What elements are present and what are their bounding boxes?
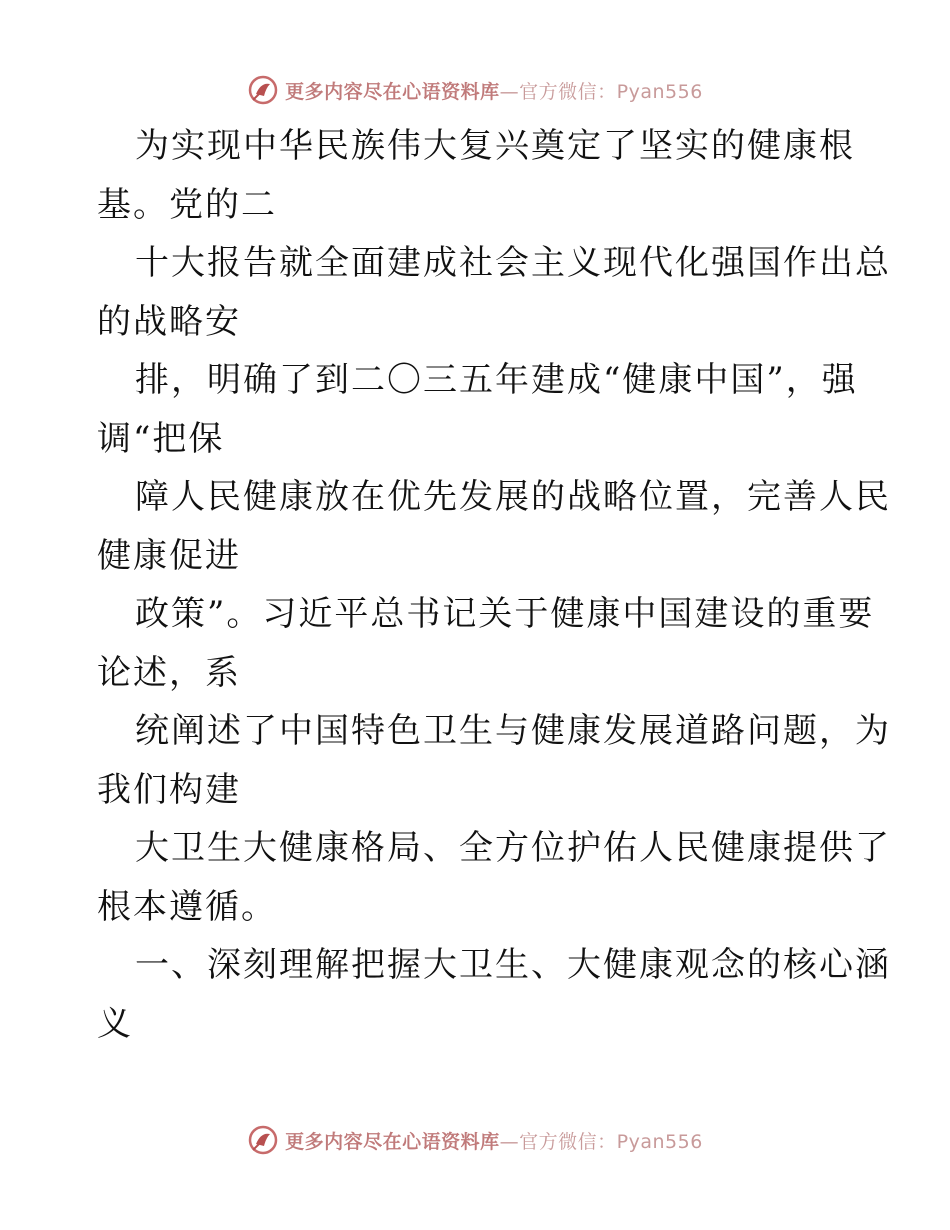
text-line: 调“把保 xyxy=(97,418,225,459)
text-line: 政策”。习近平总书记关于健康中国建设的重要 xyxy=(135,594,875,634)
text-line: 健康促进 xyxy=(97,535,241,576)
text-line: 障人民健康放在优先发展的战略位置，完善人民 xyxy=(135,477,891,517)
text-line: 的战略安 xyxy=(97,301,241,342)
text-line: 论述，系 xyxy=(97,652,241,693)
text-line: 统阐述了中国特色卫生与健康发展道路问题，为 xyxy=(135,711,891,751)
section-heading-line: 一、深刻理解把握大卫生、大健康观念的核心涵 xyxy=(135,945,891,985)
watermark-contact: —官方微信：Pyan556 xyxy=(499,80,703,103)
text-line: 排，明确了到二〇三五年建成“健康中国”，强 xyxy=(135,360,858,400)
header-watermark xyxy=(0,70,950,110)
watermark-contact: —官方微信：Pyan556 xyxy=(499,1130,703,1153)
section-heading-line: 义 xyxy=(97,1003,133,1044)
logo-icon xyxy=(247,74,279,106)
watermark-text xyxy=(285,1127,703,1154)
text-line: 我们构建 xyxy=(97,769,241,810)
watermark-brand: 更多内容尽在心语资料库 xyxy=(285,1130,500,1153)
watermark-text xyxy=(285,77,703,104)
text-line: 为实现中华民族伟大复兴奠定了坚实的健康根 xyxy=(135,126,855,166)
document-body xyxy=(97,117,891,1053)
text-line: 基。党的二 xyxy=(97,184,277,225)
text-line: 十大报告就全面建成社会主义现代化强国作出总 xyxy=(135,243,891,283)
text-line: 大卫生大健康格局、全方位护佑人民健康提供了 xyxy=(135,828,891,868)
footer-watermark xyxy=(0,1120,950,1160)
logo-icon xyxy=(247,1124,279,1156)
text-line: 根本遵循。 xyxy=(97,886,277,927)
watermark-brand: 更多内容尽在心语资料库 xyxy=(285,80,500,103)
